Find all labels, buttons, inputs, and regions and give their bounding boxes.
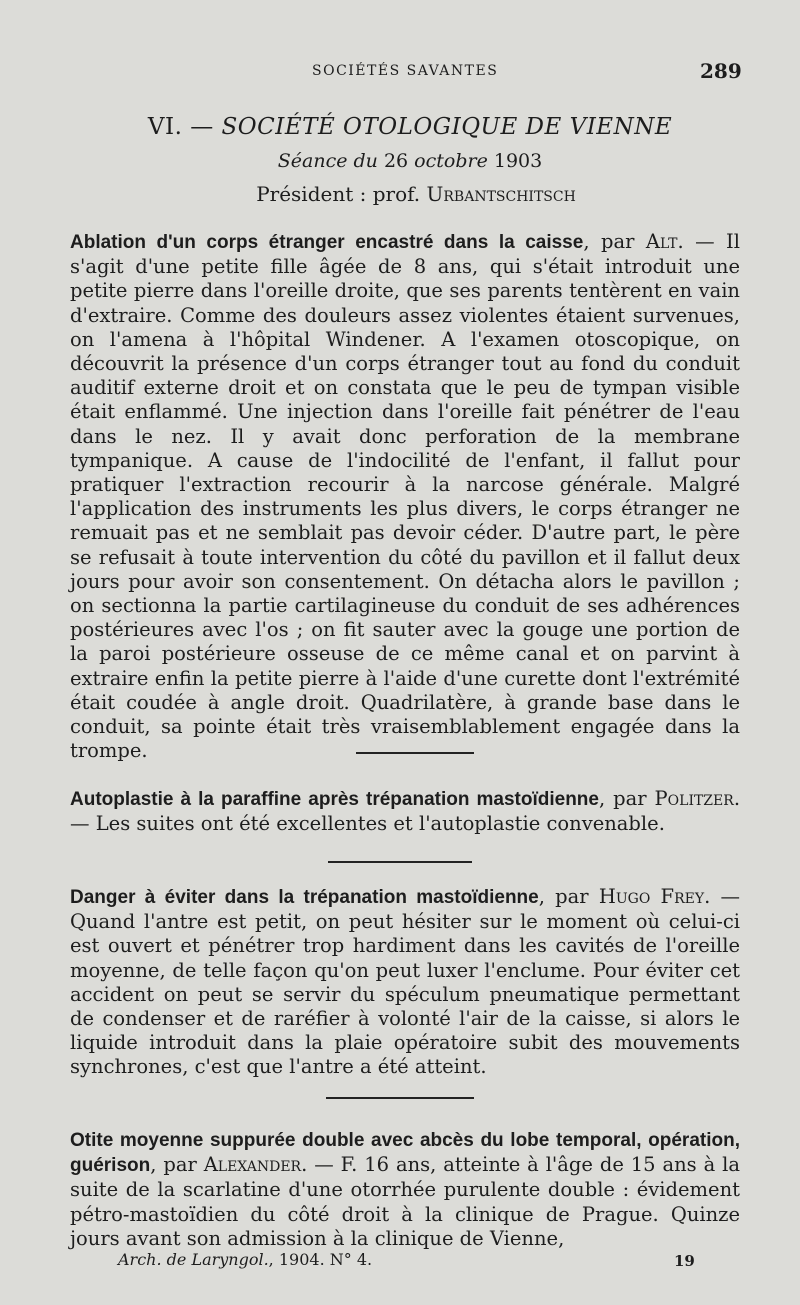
page-number: 289 [700, 59, 742, 83]
section-divider [328, 861, 472, 863]
running-head [0, 60, 800, 86]
article-by: , par [583, 230, 646, 253]
article-body: . — Les suites ont été excellentes et l'autoplastie convenable. [70, 787, 741, 836]
article-author: Hugo Frey [598, 885, 705, 908]
society-name: SOCIÉTÉ OTOLOGIQUE DE VIENNE [221, 114, 673, 140]
article-autoplasty [70, 787, 740, 836]
article-author: Alexander [203, 1153, 302, 1177]
article-by: , par [538, 885, 599, 908]
article-paragraph [70, 1128, 740, 1251]
article-paragraph [70, 230, 740, 763]
session-prefix: Séance du [277, 150, 384, 172]
article-paragraph [70, 885, 740, 1080]
article-foreign-body [70, 230, 740, 763]
section-divider [356, 752, 474, 754]
article-author: Alt [645, 230, 678, 253]
session-line [10, 150, 800, 172]
article-title: Danger à éviter dans la trépanation mastoïdienne [70, 887, 539, 908]
session-month: octobre [408, 150, 494, 172]
page-footer [0, 1250, 800, 1274]
journal-citation [118, 1250, 372, 1269]
article-otitis-abscess [70, 1128, 740, 1251]
journal-issue: , 1904. N° 4. [268, 1250, 373, 1269]
article-title: Otite moyenne suppurée double avec abcès du lobe temporal, opération, guérison [70, 1130, 740, 1177]
running-title: SOCIÉTÉS SAVANTES [312, 63, 499, 79]
article-by: , par [598, 787, 655, 810]
journal-name: Arch. de Laryngol. [118, 1250, 269, 1269]
article-paragraph [70, 787, 740, 836]
session-year: 1903 [493, 150, 543, 172]
president-label: Président : prof. [256, 182, 427, 206]
president-name: Urbantschitsch [426, 182, 576, 206]
article-trepanation-danger [70, 885, 740, 1080]
society-heading [10, 114, 800, 140]
article-title: Ablation d'un corps étranger encastré dans la caisse [70, 232, 584, 253]
society-numeral: VI. — [147, 114, 222, 140]
article-author: Politzer [654, 787, 734, 810]
article-body: . — Quand l'antre est petit, on peut hésiter sur le moment où celui-ci est ouvert et pénétrer trop hardiment dans les cavités de l'oreille moyenne, de telle façon qu'on peut luxer l'enclume. Pour éviter cet accident on peut se servir du spéculum pneumatique permettant de condenser et de raréfier à volonté l'air de la caisse, si alors le liquide introduit dans la plaie opératoire subit des mouvements synchrones, c'est que l'antre a été atteint. [70, 885, 741, 1079]
article-body: . — F. 16 ans, atteinte à l'âge de 15 ans à la suite de la scarlatine d'une otorrhée purulente double : évidement pétro-mastoïdien du côté droit à la clinique de Prague. Quinze jours avant son admission à la clinique de Vienne, [70, 1153, 740, 1250]
signature-mark: 19 [674, 1252, 695, 1270]
section-divider [326, 1097, 474, 1099]
session-date-number: 26 [383, 150, 409, 172]
article-body: . — Il s'agit d'une petite fille âgée de 8 ans, qui s'était introduit une petite pierre dans l'oreille droite, que ses parents tentèrent en vain d'extraire. Comme des douleurs assez violentes étaient survenues, on l'amena à l'hôpital Windener. A l'examen otoscopique, on découvrit la présence d'un corps étranger tout au fond du conduit auditif externe droit et on constata que le peu de tympan visible était enflammé. Une injection dans l'oreille fait pénétrer de l'eau dans le nez. Il y avait donc perforation de la membrane tympanique. A cause de l'indocilité de l'enfant, il fallut pour pratiquer l'extraction recourir à la narcose générale. Malgré l'application des instruments les plus divers, le corps étranger ne remuait pas et ne semblait pas devoir céder. D'autre part, le père se refusait à toute intervention du côté du pavillon et il fallut deux jours pour avoir son consentement. On détacha alors le pavillon ; on sectionna la partie cartilagineuse du conduit de ses adhérences postérieures avec l'os ; on fit sauter avec la gouge une portion de la paroi postérieure osseuse de ce même canal et on parvint à extraire enfin la petite pierre à l'aide d'une curette dont l'extrémité était coudée à angle droit. Quadrilatère, à grande base dans le conduit, sa pointe était très vraisemblablement engagée dans la trompe. [70, 230, 740, 763]
president-line [16, 182, 800, 206]
article-by: , par [150, 1153, 204, 1177]
article-title: Autoplastie à la paraffine après trépanation mastoïdienne [70, 789, 599, 810]
